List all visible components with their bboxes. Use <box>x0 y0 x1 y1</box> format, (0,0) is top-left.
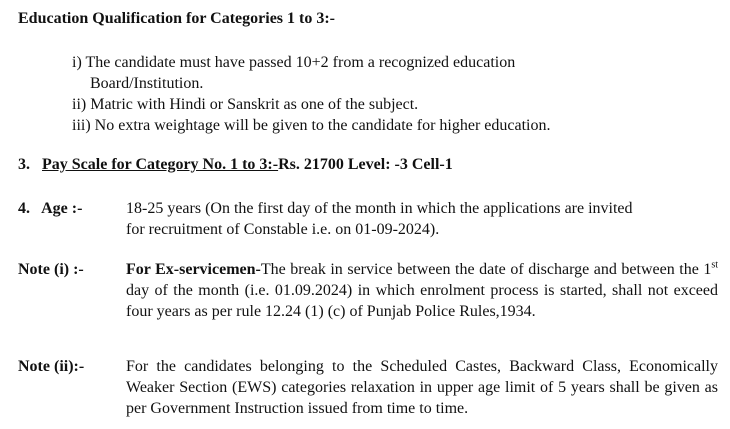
note-1-body-a: The break in service between the date of discharge and between the 1 <box>260 261 712 278</box>
age-text-line-2: for recruitment of Constable i.e. on 01-09-2024). <box>126 221 440 238</box>
note-2-text: For the candidates belonging to the Scheduled Castes, Backward Class, Economically Weaker Section (EWS) categories relaxation in upper age limit of 5 years shall be given as per Government Instruction issued from time to time. <box>126 358 718 417</box>
pay-scale-number: 3. <box>18 156 30 173</box>
age-text <box>126 198 718 240</box>
note-1-label: Note (i) :- <box>18 261 84 278</box>
pay-scale-title: Pay Scale for Category No. 1 to 3:- <box>42 156 279 173</box>
age-text-line-1: 18-25 years (On the first day of the month in which the applications are invited <box>126 200 633 217</box>
note-1-body-b: day of the month (i.e. 01.09.2024) in which enrolment process is started, shall not exceed four years as per rule 12.24 (1) (c) of Punjab Police Rules,1934. <box>126 282 718 320</box>
note-2-label: Note (ii):- <box>18 358 85 375</box>
note-1-lead: For Ex-servicemen- <box>126 261 261 278</box>
qualification-item-2: ii) Matric with Hindi or Sanskrit as one of the subject. <box>72 96 419 113</box>
section-heading: Education Qualification for Categories 1 to 3:- <box>18 10 336 27</box>
qualification-list <box>72 52 692 136</box>
pay-scale-value: Rs. 21700 Level: -3 Cell-1 <box>278 156 453 173</box>
note-1-superscript: st <box>711 259 719 271</box>
qualification-item-1: i) The candidate must have passed 10+2 from a recognized education <box>72 54 516 71</box>
age-label: 4. Age :- <box>18 200 83 217</box>
qualification-item-1-continued: Board/Institution. <box>90 75 204 92</box>
pay-scale-line <box>18 154 453 175</box>
qualification-item-3: iii) No extra weightage will be given to the candidate for higher education. <box>72 117 551 134</box>
note-1-text <box>126 259 718 322</box>
